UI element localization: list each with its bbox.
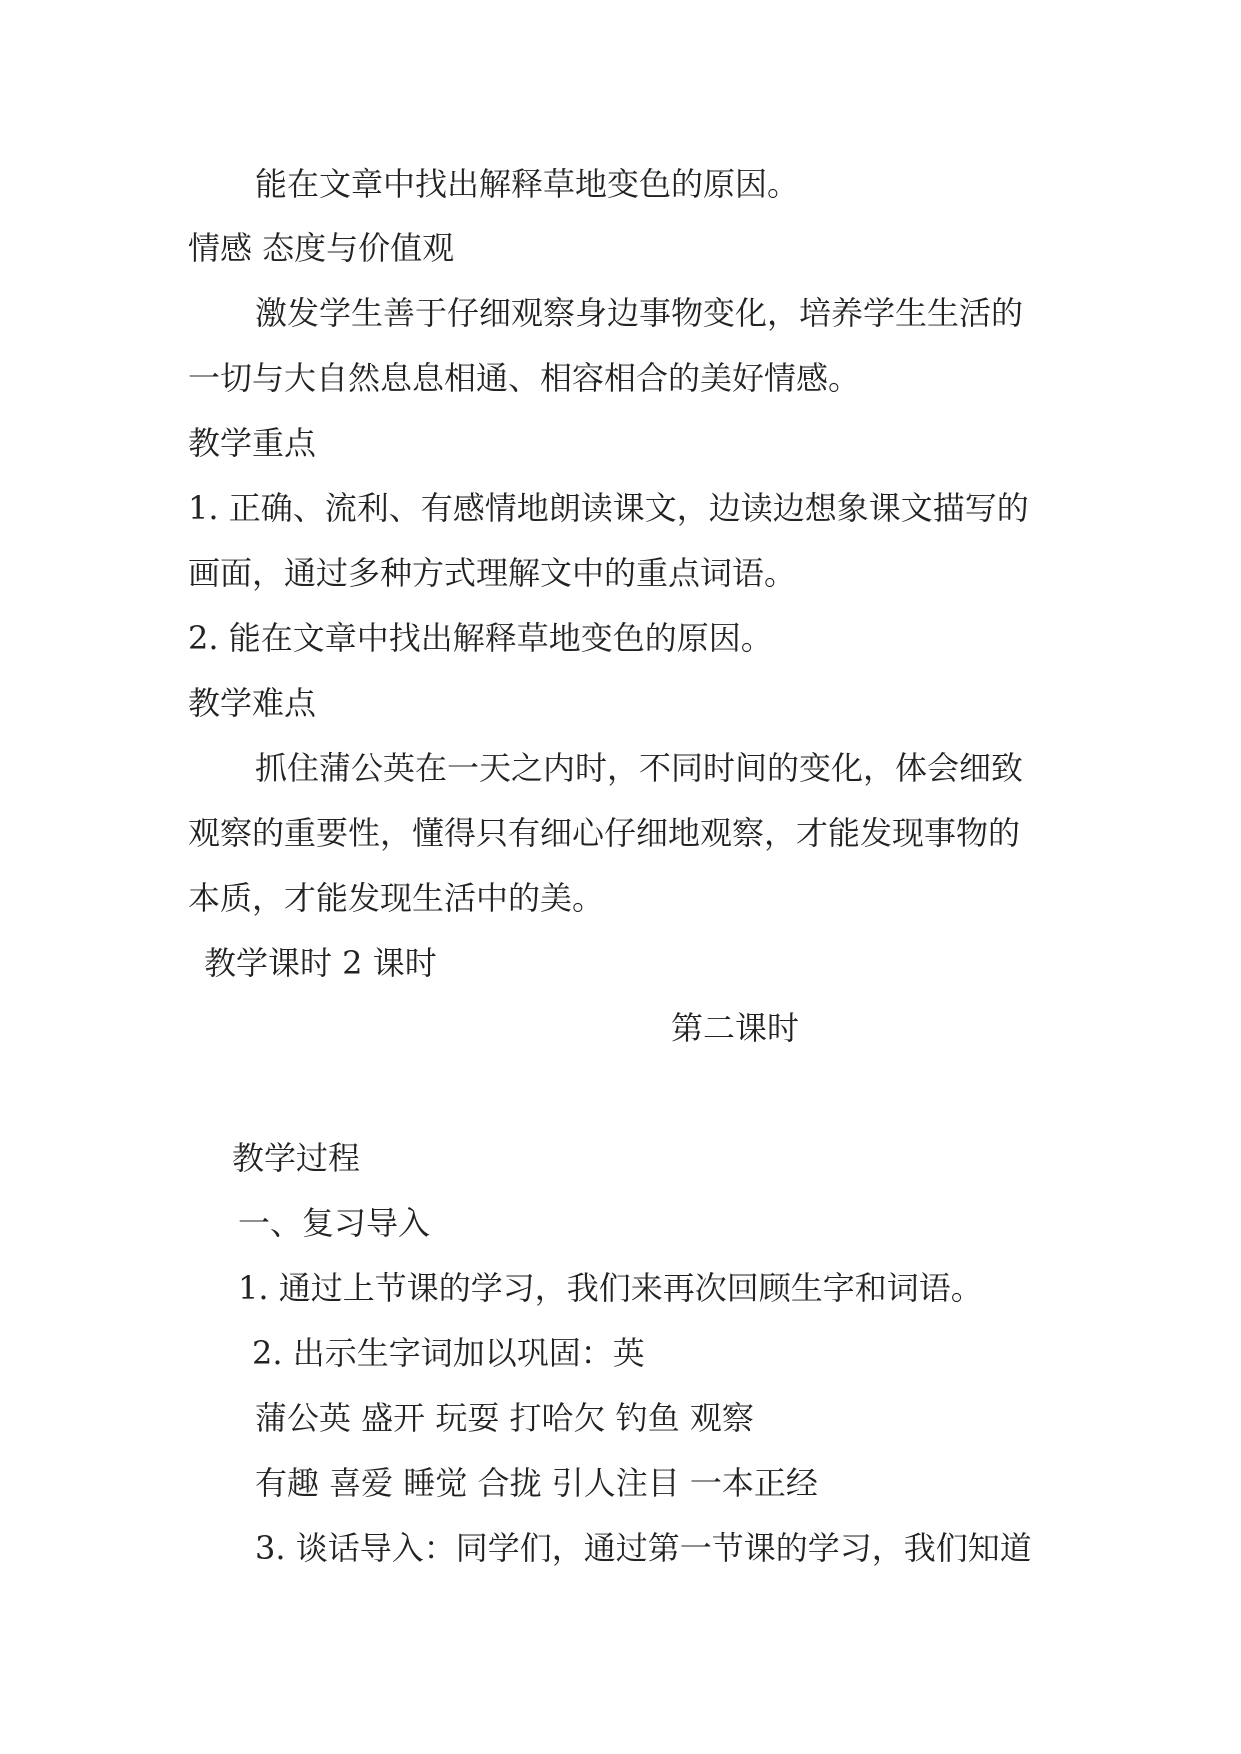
text-line: 激发学生善于仔细观察身边事物变化，培养学生生活的 xyxy=(255,294,1024,332)
text-line: 抓住蒲公英在一天之内时，不同时间的变化，体会细致 xyxy=(255,749,1024,787)
text-line: 2. 出示生字词加以巩固：英 xyxy=(252,1334,645,1372)
text-line: 3. 谈话导入：同学们，通过第一节课的学习，我们知道 xyxy=(255,1529,1032,1567)
text-line: 一切与大自然息息相通、相容相合的美好情感。 xyxy=(188,359,861,397)
section-heading: 教学课时 2 课时 xyxy=(204,944,437,982)
text-line: 观察的重要性，懂得只有细心仔细地观察，才能发现事物的 xyxy=(188,814,1021,852)
text-line: 本质，才能发现生活中的美。 xyxy=(188,879,605,917)
text-line: 1. 通过上节课的学习，我们来再次回顾生字和词语。 xyxy=(238,1269,983,1307)
section-heading: 教学重点 xyxy=(188,424,317,462)
section-heading: 情感 态度与价值观 xyxy=(188,229,455,267)
section-heading: 教学难点 xyxy=(188,684,317,722)
vocabulary-line: 有趣 喜爱 睡觉 合拢 引人注目 一本正经 xyxy=(255,1464,818,1502)
lesson-title: 第二课时 xyxy=(671,1009,800,1047)
text-line: 2. 能在文章中找出解释草地变色的原因。 xyxy=(188,619,773,657)
text-line: 1. 正确、流利、有感情地朗读课文，边读边想象课文描写的 xyxy=(188,489,1029,527)
section-heading: 教学过程 xyxy=(232,1139,361,1177)
vocabulary-line: 蒲公英 盛开 玩耍 打哈欠 钓鱼 观察 xyxy=(255,1399,754,1437)
section-heading: 一、复习导入 xyxy=(238,1204,431,1242)
text-line: 画面，通过多种方式理解文中的重点词语。 xyxy=(188,554,797,592)
text-line: 能在文章中找出解释草地变色的原因。 xyxy=(255,165,800,203)
